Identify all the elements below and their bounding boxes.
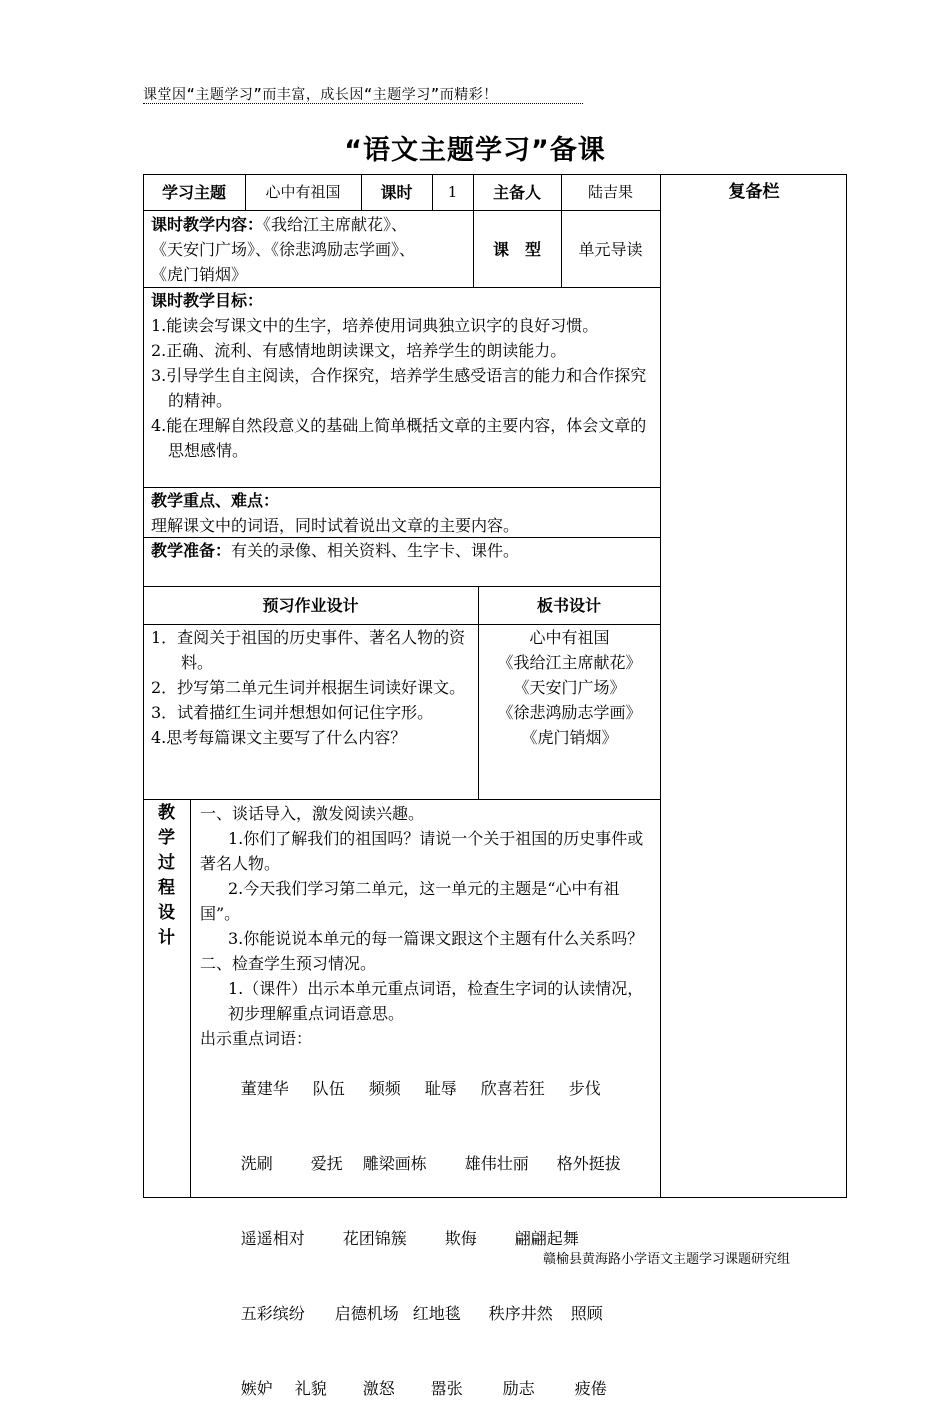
- process-label-char: 学: [158, 828, 175, 848]
- hours-label: 课时: [380, 182, 413, 202]
- board-line: 《我给江主席献花》: [497, 653, 642, 672]
- topic-value: 心中有祖国: [265, 182, 341, 201]
- lesson-type-value: 单元导读: [578, 239, 643, 259]
- goal-item: 4.能在理解自然段意义的基础上简单概括文章的主要内容，体会文章的思想感情。: [151, 416, 647, 460]
- key-word: 花团锦簇: [342, 1229, 407, 1248]
- key-word: 频频: [368, 1079, 401, 1098]
- process-label-char: 过: [158, 853, 175, 873]
- lesson-content-label: 课时教学内容：: [151, 215, 264, 234]
- goal-item: 3.引导学生自主阅读，合作探究，培养学生感受语言的能力和合作探究的精神。: [151, 366, 647, 410]
- lesson-content-line2: 《天安门广场》、《徐悲鸿励志学画》、: [151, 240, 416, 259]
- key-word: 礼貌: [294, 1379, 327, 1398]
- homework-item: 3．试着描红生词并想想如何记住字形。: [151, 703, 434, 722]
- process-question: 1.你们了解我们的祖国吗？请说一个关于祖国的历史事件或著名人物。: [200, 829, 644, 873]
- process-content: [200, 801, 655, 1426]
- key-words-label: 出示重点词语：: [200, 1029, 313, 1048]
- key-word: 步伐: [568, 1079, 601, 1098]
- key-word: 翩翩起舞: [514, 1229, 579, 1248]
- key-word: 嚣张: [430, 1379, 463, 1398]
- preparer-label: 主备人: [492, 182, 541, 202]
- board-line: 《天安门广场》: [513, 678, 626, 697]
- key-words-row: [200, 1126, 655, 1201]
- lesson-content-line1: 《我给江主席献花》、: [263, 215, 408, 234]
- homework-item: 1．查阅关于祖国的历史事件、著名人物的资料。: [151, 628, 466, 672]
- preparation-text: 有关的录像、相关资料、生字卡、课件。: [231, 541, 520, 560]
- process-label: [143, 801, 190, 951]
- header-slogan: 课堂因“主题学习”而丰富，成长因“主题学习”而精彩！: [143, 87, 498, 103]
- key-word: 遥遥相对: [240, 1229, 305, 1248]
- header-rule: [143, 103, 583, 104]
- goals-section: [151, 288, 656, 463]
- key-word: 董建华: [240, 1079, 289, 1098]
- goal-item: 2.正确、流利、有感情地朗读课文，培养学生的朗读能力。: [151, 341, 567, 360]
- key-word: 欺侮: [444, 1229, 477, 1248]
- key-word: 嫉妒: [240, 1379, 273, 1398]
- key-word: 雕梁画栋: [362, 1154, 427, 1173]
- process-question: 3.你能说说本单元的每一篇课文跟这个主题有什么关系吗？: [228, 929, 644, 948]
- lesson-content-line3: 《虎门销烟》: [151, 265, 248, 284]
- preparer-value: 陆吉果: [587, 182, 633, 201]
- key-word: 队伍: [312, 1079, 345, 1098]
- process-label-char: 教: [158, 803, 175, 823]
- lesson-content: [151, 212, 471, 287]
- board-line: 《徐悲鸿励志学画》: [497, 703, 642, 722]
- page-title: “语文主题学习”备课: [344, 135, 606, 166]
- preparation-label: 教学准备：: [151, 541, 232, 560]
- board-line: 心中有祖国: [529, 628, 610, 647]
- key-words-row: [200, 1351, 655, 1426]
- key-word: 启德机场: [334, 1304, 399, 1323]
- board-design: [479, 625, 660, 750]
- board-line: 《虎门销烟》: [521, 728, 618, 747]
- row-divider: [143, 799, 661, 800]
- process-question: 1.（课件）出示本单元重点词语，检查生字词的认读情况，初步理解重点词语意思。: [228, 979, 644, 1023]
- board-label: 板书设计: [536, 596, 601, 615]
- key-word: 欣喜若狂: [480, 1079, 545, 1098]
- review-column-divider: [660, 174, 661, 1198]
- key-word: 照顾: [570, 1304, 603, 1323]
- key-word: 疲倦: [574, 1379, 607, 1398]
- lesson-type-label: 课 型: [492, 239, 541, 259]
- homework-list: [151, 625, 473, 750]
- key-words-row: [200, 1051, 655, 1126]
- key-word: 雄伟壮丽: [464, 1154, 529, 1173]
- key-word: 耻辱: [424, 1079, 457, 1098]
- topic-label: 学习主题: [161, 182, 226, 202]
- key-points-section: [151, 488, 656, 538]
- cell-divider: [190, 799, 191, 1198]
- key-word: 洗刷: [240, 1154, 273, 1173]
- goals-label: 课时教学目标：: [151, 291, 264, 310]
- process-question: 2.今天我们学习第二单元，这一单元的主题是“心中有祖国”。: [200, 879, 620, 923]
- process-section-heading: 二、检查学生预习情况。: [200, 954, 377, 973]
- key-words-row: [200, 1276, 655, 1351]
- hours-value: 1: [447, 182, 458, 201]
- key-word: 五彩缤纷: [240, 1304, 305, 1323]
- process-label-char: 设: [158, 903, 175, 923]
- key-word: 秩序井然: [488, 1304, 553, 1323]
- key-word: 励志: [502, 1379, 535, 1398]
- key-word: 格外挺拔: [556, 1154, 621, 1173]
- process-section-heading: 一、谈话导入，激发阅读兴趣。: [200, 804, 425, 823]
- homework-label: 预习作业设计: [262, 596, 359, 615]
- key-words-list: [200, 1051, 655, 1426]
- goal-item: 1.能读会写课文中的生字，培养使用词典独立识字的良好习惯。: [151, 316, 599, 335]
- key-word: 红地毯: [412, 1304, 461, 1323]
- review-column-label: 复备栏: [728, 181, 780, 202]
- preparation-section: [151, 538, 656, 563]
- homework-item: 2．抄写第二单元生词并根据生词读好课文。: [151, 678, 466, 697]
- process-label-char: 计: [158, 928, 175, 948]
- key-word: 爱抚: [310, 1154, 343, 1173]
- homework-item: 4.思考每篇课文主要写了什么内容？: [151, 728, 407, 747]
- key-points-label: 教学重点、难点：: [151, 491, 280, 510]
- process-label-char: 程: [158, 878, 175, 898]
- key-points-text: 理解课文中的词语，同时试着说出文章的主要内容。: [151, 516, 520, 535]
- footer-organization: 赣榆县黄海路小学语文主题学习课题研究组: [542, 1252, 790, 1267]
- key-word: 激怒: [362, 1379, 395, 1398]
